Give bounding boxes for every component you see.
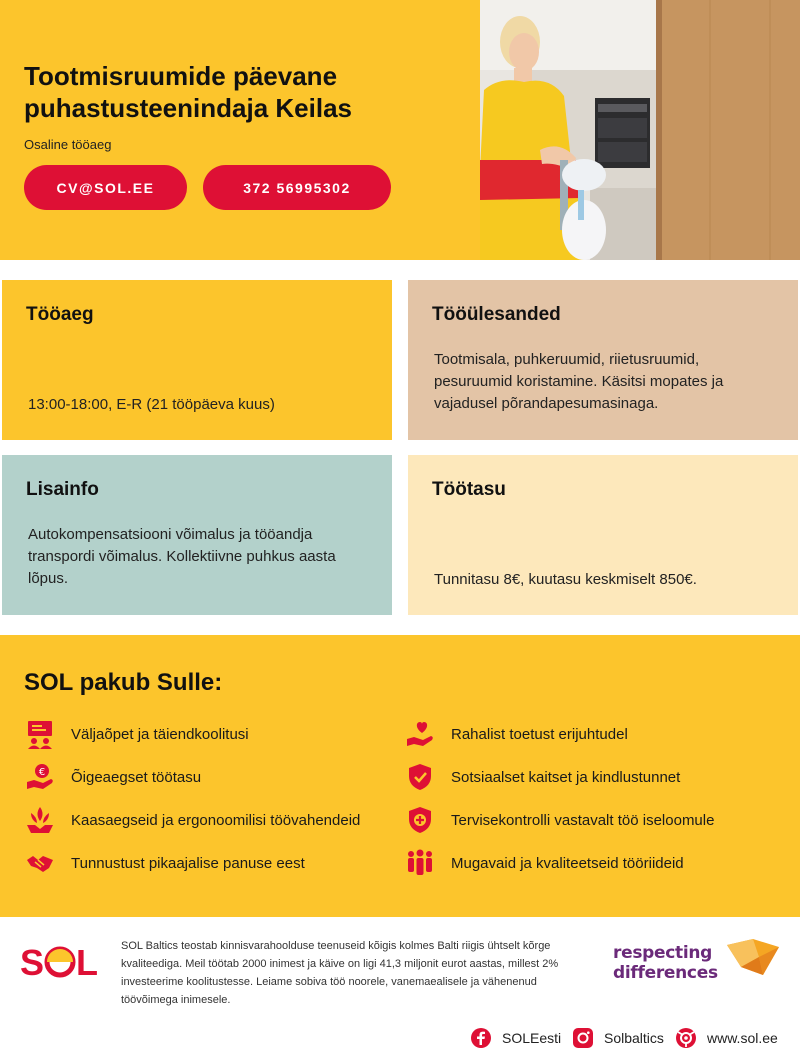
instagram-label: Solbaltics [604, 1030, 664, 1046]
phone-button[interactable]: 372 56995302 [203, 165, 391, 210]
website-icon [675, 1027, 697, 1049]
benefit-item-social-protection [404, 760, 680, 794]
extra-info-title: Lisainfo [26, 479, 99, 500]
facebook-icon [470, 1027, 492, 1049]
instagram-link[interactable] [572, 1027, 664, 1049]
slogan-line-2: differences [613, 963, 718, 983]
employment-type: Osaline tööaeg [24, 137, 112, 152]
benefit-label: Väljaõpet ja täiendkoolitusi [71, 725, 249, 743]
extra-info-text: Autokompensatsiooni võimalus ja tööandja transpordi võimalus. Kollektiivne puhkus aasta lõpus. [28, 526, 336, 587]
svg-text:€: € [38, 767, 46, 778]
instagram-icon [572, 1027, 594, 1049]
tasks-card [408, 280, 798, 440]
benefit-label: Tervisekontrolli vastavalt töö iseloomule [451, 811, 715, 829]
shield-check-icon [404, 761, 436, 793]
benefit-item-tools [24, 803, 360, 837]
benefit-item-training [24, 717, 249, 751]
salary-text: Tunnitasu 8€, kuutasu keskmiselt 850€. [434, 571, 697, 588]
website-label: www.sol.ee [707, 1030, 778, 1046]
work-time-text: 13:00-18:00, E-R (21 tööpäeva kuus) [28, 396, 275, 413]
extra-info-card [2, 455, 392, 615]
benefit-label: Sotsiaalset kaitset ja kindlustunnet [451, 768, 681, 786]
benefit-item-workwear [404, 846, 684, 880]
slogan-mark-icon [723, 937, 781, 979]
facebook-label: SOLEesti [502, 1030, 562, 1046]
facebook-link[interactable] [470, 1027, 561, 1049]
website-link[interactable] [675, 1027, 778, 1049]
tasks-title: Tööülesanded [432, 304, 561, 325]
training-icon [24, 718, 56, 750]
benefit-item-health-check [404, 803, 714, 837]
benefit-label: Tunnustust pikaajalise panuse eest [71, 854, 305, 872]
benefit-item-salary [24, 760, 201, 794]
salary-title: Töötasu [432, 479, 506, 500]
benefits-title: SOL pakub Sulle: [24, 669, 223, 696]
benefit-label: Rahalist toetust erijuhtudel [451, 725, 628, 743]
email-button[interactable]: CV@SOL.EE [24, 165, 187, 210]
respecting-differences-logo [613, 941, 783, 989]
people-icon [404, 847, 436, 879]
company-description: SOL Baltics teostab kinnisvarahoolduse teenuseid kõigis kolmes Balti riigis ühtselt kõrge kvaliteediga. Meil töötab 2000 inimest ja käive on ligi 41,3 miljonit eurot aastas, millest 2% investeerime koolitustesse. Leiame sobiva töö noorele, vanemaealisele ja vähenenud töövõimega inimesele. [121, 940, 559, 1006]
salary-hand-icon [24, 761, 56, 793]
slogan [613, 943, 718, 983]
tools-hand-icon [24, 804, 56, 836]
footer [0, 917, 800, 1061]
sol-logo [20, 939, 102, 979]
benefit-label: Õigeaegset töötasu [71, 768, 202, 786]
benefits-section [0, 635, 800, 917]
job-title: Tootmisruumide päevane puhastusteenindaja Keilas [24, 61, 352, 123]
heart-hand-icon [404, 718, 436, 750]
shield-plus-icon [404, 804, 436, 836]
tasks-text: Tootmisala, puhkeruumid, riietusruumid, pesuruumid koristamine. Käsitsi mopates ja vajadusel põrandapesumasinaga. [434, 351, 724, 412]
slogan-line-1: respecting [613, 943, 713, 963]
work-time-card [2, 280, 392, 440]
benefit-label: Kaasaegseid ja ergonoomilisi töövahendeid [71, 811, 361, 829]
work-time-title: Tööaeg [26, 304, 94, 325]
handshake-icon [24, 847, 56, 879]
cleaner-photo-illustration [480, 0, 800, 260]
benefit-item-recognition [24, 846, 305, 880]
salary-card [408, 455, 798, 615]
svg-text:S: S [20, 942, 44, 979]
cleaner-photo [480, 0, 800, 260]
benefit-label: Mugavaid ja kvaliteetseid tööriideid [451, 854, 684, 872]
benefit-item-financial-support [404, 717, 628, 751]
svg-text:L: L [76, 942, 98, 979]
